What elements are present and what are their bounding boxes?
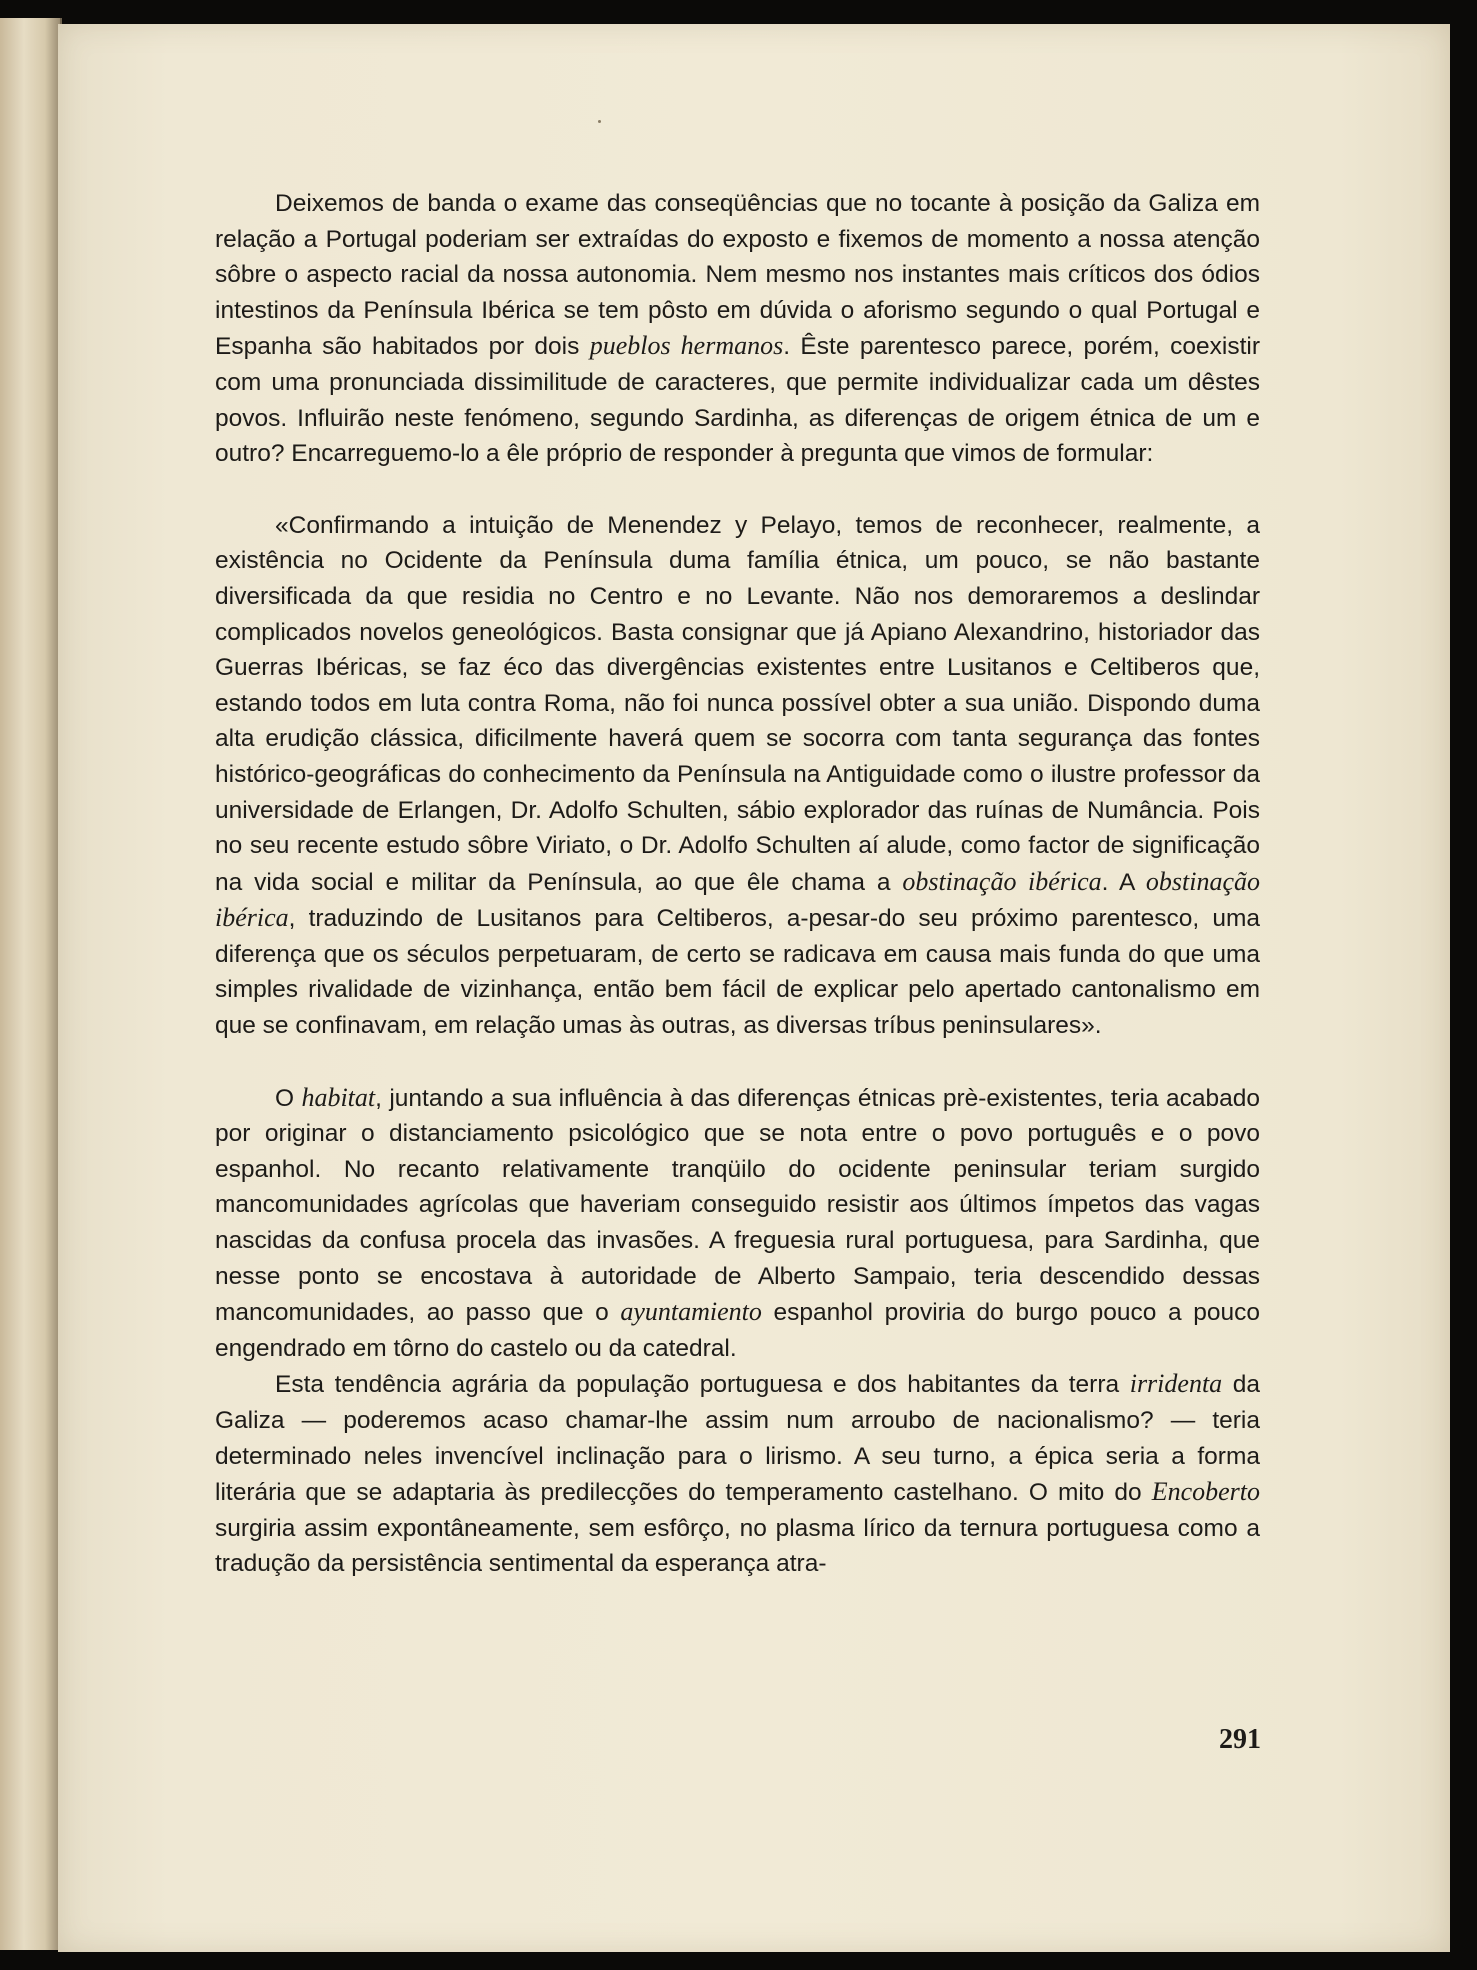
italic-term: Encoberto xyxy=(1151,1477,1260,1507)
paper-speck xyxy=(598,120,601,123)
italic-term: ayuntamiento xyxy=(620,1297,762,1327)
page-body xyxy=(215,186,1260,1582)
text-run: , juntando a sua influência à das diferenças étnicas prè-existentes, teria acabado por originar o distanciamento psicológico que se nota entre o povo português e o povo espanhol. No recanto relativamente tranqüilo do ocidente peninsular teriam surgido mancomunidades agrícolas que haveriam conseguido resistir aos últimos ímpetos das vagas nascidas da confusa procela das invasões. A freguesia rural portuguesa, para Sardinha, que nesse ponto se encostava à autoridade de Alberto Sampaio, teria descendido dessas mancomunidades, ao passo que o xyxy=(215,1084,1260,1327)
paragraph-3 xyxy=(215,1080,1260,1367)
page-number: 291 xyxy=(1219,1724,1261,1755)
text-run: . A xyxy=(1101,868,1146,896)
text-run: da Galiza — poderemos acaso chamar-lhe assim num arroubo de nacionalismo? — teria determinado neles invencível inclinação para o lirismo. A seu turno, a épica seria a forma literária que se adaptaria às predilecções do temperamento castelhano. O mito do xyxy=(215,1371,1261,1507)
text-run: O xyxy=(275,1084,302,1112)
text-run: Deixemos de banda o exame das conseqüências que no tocante à posição da Galiza em relação a Portugal poderiam ser extraídas do exposto e fixemos de momento a nossa atenção sôbre o aspecto racial da nossa autonomia. Nem mesmo nos instantes mais críticos dos ódios intestinos da Península Ibérica se tem pôsto em dúvida o aforismo segundo o qual Portugal e Espanha são habitados por dois xyxy=(215,190,1260,361)
italic-term: irridenta xyxy=(1129,1369,1223,1399)
quoted-paragraph xyxy=(215,508,1260,1044)
text-run: , traduzindo de Lusitanos para Celtiberos, a-pesar-do seu próximo parentesco, uma diferença que os séculos perpetuaram, de certo se radicava em causa mais funda do que uma simples rivalidade de vizinhança, então bem fácil de explicar pelo apertado cantonalismo em que se confinavam, em relação umas às outras, as diversas tríbus peninsulares». xyxy=(215,905,1260,1040)
italic-term: obstinação ibérica xyxy=(215,866,1260,933)
paragraph-4 xyxy=(215,1366,1260,1582)
text-run: surgiria assim expontâneamente, sem esfôrço, no plasma lírico da ternura portuguesa como a tradução da persistência sentimental da esperança atra- xyxy=(215,1514,1260,1578)
italic-term: habitat xyxy=(301,1082,376,1112)
text-run: «Confirmando a intuição de Menendez y Pelayo, temos de reconhecer, realmente, a existência no Ocidente da Península duma família étnica, um pouco, se não bastante diversificada da que residia no Centro e no Levante. Não nos demoraremos a deslindar complicados novelos geneológicos. Basta consignar que já Apiano Alexandrino, historiador das Guerras Ibéricas, se faz éco das divergências existentes entre Lusitanos e Celtiberos que, estando todos em luta contra Roma, não foi nunca possível obter a sua união. Dispondo duma alta erudição clássica, dificilmente haverá quem se socorra com tanta segurança das fontes histórico-geográficas do conhecimento da Península na Antiguidade como o ilustre professor da universidade de Erlangen, Dr. Adolfo Schulten, sábio explorador das ruínas de Numância. Pois no seu recente estudo sôbre Viriato, o Dr. Adolfo Schulten aí alude, como factor de significação na vida social e militar da Península, ao que êle chama a xyxy=(215,511,1260,896)
italic-term: obstinação ibérica xyxy=(902,866,1102,896)
italic-term: pueblos hermanos xyxy=(589,331,784,361)
text-run: espanhol proviria do burgo pouco a pouco engendrado em tôrno do castelo ou da catedral. xyxy=(215,1299,1260,1362)
text-run: Esta tendência agrária da população portuguesa e dos habitantes da terra xyxy=(275,1371,1130,1399)
paragraph-1 xyxy=(215,186,1260,472)
previous-page-edge xyxy=(0,18,62,1950)
text-run: . Êste parentesco parece, porém, coexistir com uma pronunciada dissimilitude de caracteres, que permite individualizar cada um dêstes povos. Influirão neste fenómeno, segundo Sardinha, as diferenças de origem étnica de um e outro? Encarreguemo-lo a êle próprio de responder à pregunta que vimos de formular: xyxy=(215,333,1260,468)
